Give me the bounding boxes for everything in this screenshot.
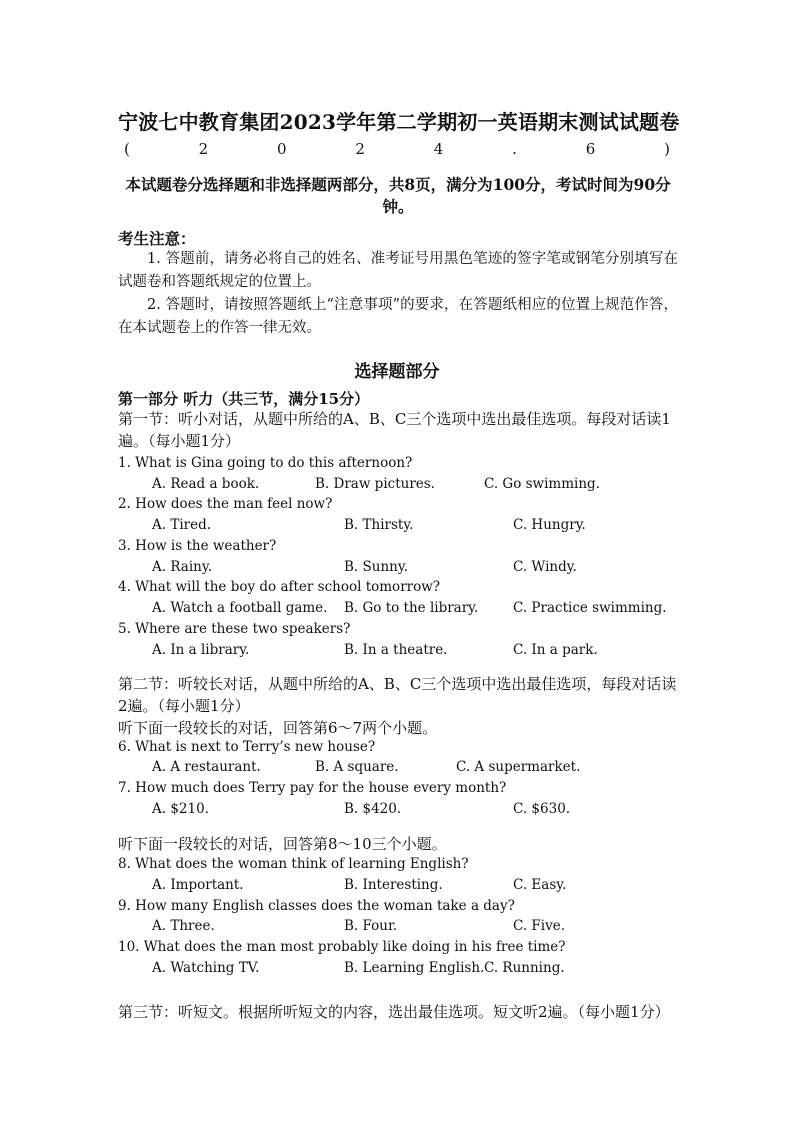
question-text: 8. What does the woman think of learning English? bbox=[118, 856, 469, 872]
option-a: A. Watching TV. bbox=[152, 960, 260, 976]
notice-item: 1. 答题前，请务必将自己的姓名、准考证号用黑色笔迹的签字笔或钢笔分别填写在试题卷和答题纸规定的位置上。 bbox=[118, 251, 678, 290]
option-a: A. Three. bbox=[152, 918, 215, 934]
question-text: 10. What does the man most probably like doing in his free time? bbox=[118, 939, 566, 955]
option-b: B. Thirsty. bbox=[344, 517, 414, 533]
question-text: 1. What is Gina going to do this afternoon? bbox=[118, 455, 413, 471]
date-char: . bbox=[512, 140, 517, 158]
option-c: C. Practice swimming. bbox=[513, 600, 667, 616]
question-text: 9. How many English classes does the woman take a day? bbox=[118, 898, 515, 914]
question-text: 5. Where are these two speakers? bbox=[118, 621, 351, 637]
date-char: 0 bbox=[277, 140, 287, 158]
option-a: A. Watch a football game. bbox=[152, 600, 328, 616]
exam-title: 宁波七中教育集团2023学年第二学期初一英语期末测试试题卷 bbox=[118, 110, 680, 134]
option-a: A. Rainy. bbox=[152, 559, 212, 575]
question-text: 3. How is the weather? bbox=[118, 538, 277, 554]
option-b: B. Interesting. bbox=[344, 877, 443, 893]
subsection-instructions: 听下面一段较长的对话，回答第6～7两个小题。 bbox=[118, 719, 438, 737]
section2-instructions: 第二节：听较长对话，从题中所给的A、B、C三个选项中选出最佳选项，每段对话读2遍。（每小题1分） bbox=[118, 675, 677, 715]
option-c: C. Go swimming. bbox=[484, 476, 600, 492]
option-c: C. $630. bbox=[513, 801, 571, 817]
option-a: A. In a library. bbox=[152, 642, 250, 658]
date-char: 4 bbox=[433, 140, 444, 158]
date-char: ( bbox=[124, 140, 130, 158]
section1-instructions: 第一节：听小对话，从题中所给的A、B、C三个选项中选出最佳选项。每段对话读1遍。（每小题1分） bbox=[118, 410, 671, 450]
date-char: 2 bbox=[355, 140, 365, 158]
date-char: ) bbox=[664, 140, 670, 158]
question-text: 2. How does the man feel now? bbox=[118, 496, 333, 512]
option-c: C. Hungry. bbox=[513, 517, 586, 533]
option-a: A. $210. bbox=[152, 801, 209, 817]
option-b: B. Go to the library. bbox=[344, 600, 479, 616]
option-b: B. Sunny. bbox=[344, 559, 408, 575]
notice-item: 2. 答题时，请按照答题纸上“注意事项”的要求，在答题纸相应的位置上规范作答，在本试题卷上的作答一律无效。 bbox=[118, 297, 678, 336]
section-title: 选择题部分 bbox=[354, 362, 440, 382]
option-b: B. Draw pictures. bbox=[315, 476, 435, 492]
date-char: 2 bbox=[198, 140, 209, 158]
option-b: B. A square. bbox=[315, 759, 399, 775]
option-a: A. Important. bbox=[152, 877, 244, 893]
section3-instructions: 第三节：听短文。根据所听短文的内容，选出最佳选项。短文听2遍。（每小题1分） bbox=[118, 1003, 670, 1021]
question-text: 7. How much does Terry pay for the house every month? bbox=[118, 780, 507, 796]
option-a: A. Tired. bbox=[152, 517, 212, 533]
option-b: B. Learning English. bbox=[344, 960, 485, 976]
notice-heading: 考生注意： bbox=[118, 229, 196, 248]
option-c: C. Windy. bbox=[513, 559, 577, 575]
option-a: A. Read a book. bbox=[152, 476, 260, 492]
subsection-instructions: 听下面一段较长的对话，回答第8～10三个小题。 bbox=[118, 835, 447, 853]
option-c: C. Five. bbox=[513, 918, 566, 934]
option-c: C. A supermarket. bbox=[456, 759, 581, 775]
exam-intro: 本试题卷分选择题和非选择题两部分，共8页，满分为100分，考试时间为90分钟。 bbox=[125, 175, 671, 216]
option-b: B. In a theatre. bbox=[344, 642, 448, 658]
option-c: C. Running. bbox=[484, 960, 565, 976]
date-char: 6 bbox=[585, 140, 596, 158]
option-b: B. $420. bbox=[344, 801, 402, 817]
option-c: C. In a park. bbox=[513, 642, 598, 658]
question-text: 4. What will the boy do after school tomorrow? bbox=[118, 579, 441, 595]
question-text: 6. What is next to Terry’s new house? bbox=[118, 739, 376, 755]
option-c: C. Easy. bbox=[513, 877, 567, 893]
part-heading: 第一部分 听力（共三节，满分15分） bbox=[118, 390, 370, 408]
option-b: B. Four. bbox=[344, 918, 398, 934]
exam-date bbox=[124, 140, 670, 158]
option-a: A. A restaurant. bbox=[152, 759, 261, 775]
